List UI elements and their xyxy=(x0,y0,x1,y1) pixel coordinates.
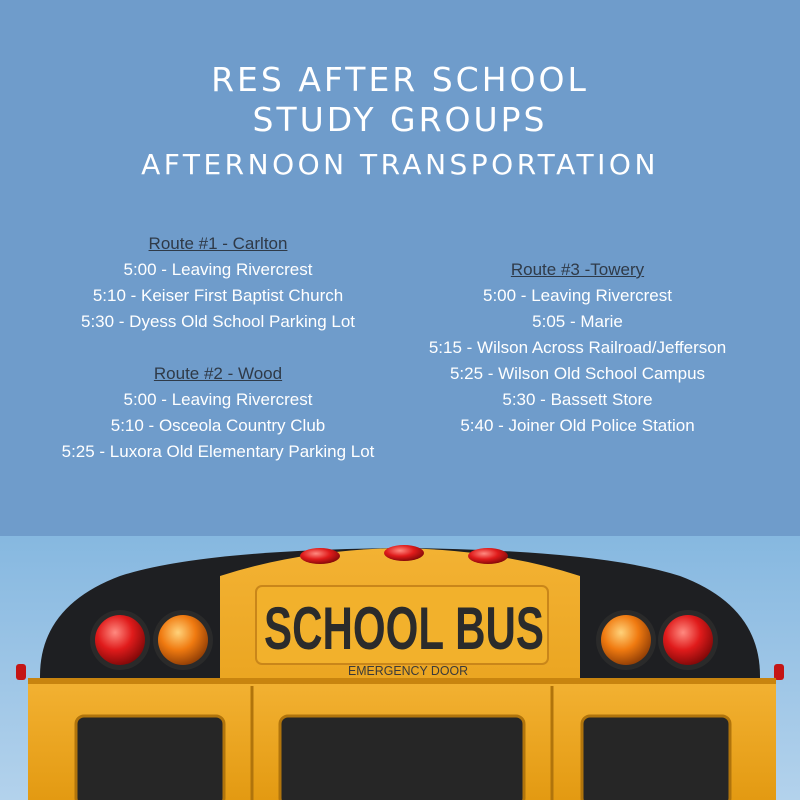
emergency-door-label: EMERGENCY DOOR xyxy=(348,663,468,678)
school-bus-sign: SCHOOL BUS xyxy=(264,595,544,662)
subtitle: AFTERNOON TRANSPORTATION xyxy=(141,148,659,181)
rear-window-right xyxy=(582,716,730,800)
roof-light-left xyxy=(300,548,340,564)
route-2-stop-2: 5:10 - Osceola Country Club xyxy=(110,416,326,435)
left-amber-light xyxy=(158,615,208,665)
side-marker-left xyxy=(16,664,26,680)
title-line-2: STUDY GROUPS xyxy=(252,100,548,139)
route-3-block xyxy=(405,257,750,439)
route-3-title: Route #3 -Towery xyxy=(510,260,645,279)
route-3-stop-4: 5:25 - Wilson Old School Campus xyxy=(449,364,706,383)
route-1-stop-2: 5:10 - Keiser First Baptist Church xyxy=(92,286,344,305)
route-1-stop-1: 5:00 - Leaving Rivercrest xyxy=(123,260,313,279)
route-1-block xyxy=(40,231,396,335)
route-3-stop-2: 5:05 - Marie xyxy=(532,312,623,331)
route-3-stop-3: 5:15 - Wilson Across Railroad/Jefferson xyxy=(428,338,727,357)
route-3-stop-6: 5:40 - Joiner Old Police Station xyxy=(460,416,695,435)
route-2-block xyxy=(40,361,396,465)
route-3-stop-1: 5:00 - Leaving Rivercrest xyxy=(483,286,672,305)
side-marker-right xyxy=(774,664,784,680)
route-1-title: Route #1 - Carlton xyxy=(148,234,288,253)
roof-light-center xyxy=(384,545,424,561)
roof-light-right xyxy=(468,548,508,564)
route-3-stop-5: 5:30 - Bassett Store xyxy=(502,390,653,409)
route-2-stop-3: 5:25 - Luxora Old Elementary Parking Lot xyxy=(61,442,375,461)
route-2-title: Route #2 - Wood xyxy=(153,364,283,383)
school-bus-photo xyxy=(0,536,800,800)
left-red-light xyxy=(95,615,145,665)
right-red-light xyxy=(663,615,713,665)
body-trim xyxy=(28,678,776,684)
route-1-stop-3: 5:30 - Dyess Old School Parking Lot xyxy=(80,312,356,331)
rear-door-window xyxy=(280,716,524,800)
rear-window-left xyxy=(76,716,224,800)
right-amber-light xyxy=(601,615,651,665)
title-line-1: RES AFTER SCHOOL xyxy=(211,60,589,99)
route-2-stop-1: 5:00 - Leaving Rivercrest xyxy=(123,390,313,409)
